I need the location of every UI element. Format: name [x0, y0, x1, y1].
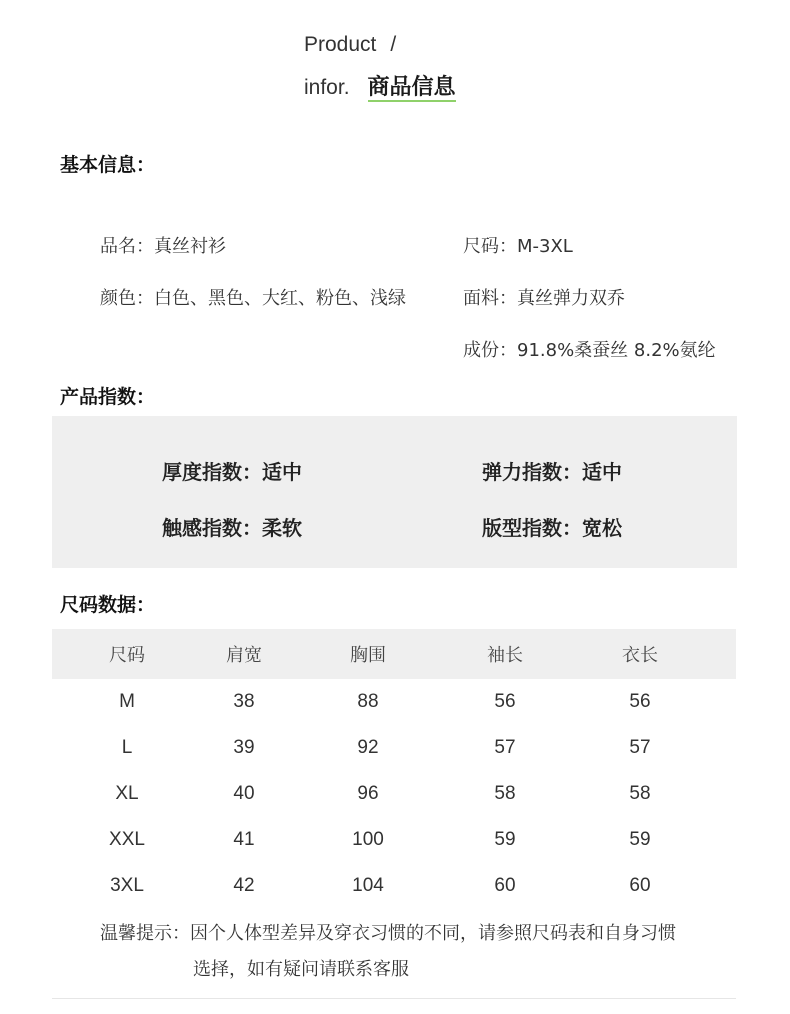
table-cell: 100 — [352, 829, 384, 850]
thickness-index: 厚度指数：适中 — [162, 460, 302, 484]
product-name: 品名：真丝衬衫 — [100, 236, 226, 257]
product-colors: 颜色：白色、黑色、大红、粉色、浅绿 — [100, 288, 406, 309]
table-row — [52, 863, 736, 909]
table-row — [52, 725, 736, 771]
warm-tip-line2: 选择，如有疑问请联系客服 — [193, 959, 409, 980]
product-index-panel — [52, 416, 737, 568]
size-data-heading: 尺码数据： — [60, 594, 156, 616]
header-english-line2 — [304, 72, 456, 103]
table-cell: 58 — [629, 783, 651, 804]
warm-tip — [100, 916, 750, 988]
fit-index: 版型指数：宽松 — [482, 516, 622, 540]
table-cell: 60 — [494, 875, 516, 896]
table-cell: 92 — [357, 737, 379, 758]
table-cell: 58 — [494, 783, 516, 804]
header-cell-length: 衣长 — [622, 645, 658, 666]
table-cell: 41 — [233, 829, 255, 850]
product-size-range: 尺码：M-3XL — [463, 236, 573, 257]
elasticity-index: 弹力指数：适中 — [482, 460, 622, 484]
table-cell: 39 — [233, 737, 255, 758]
warm-tip-line1: 温馨提示：因个人体型差异及穿衣习惯的不同，请参照尺码表和自身习惯 — [100, 923, 676, 944]
table-cell: 96 — [357, 783, 379, 804]
table-cell: XXL — [109, 829, 145, 850]
header-cell-size: 尺码 — [109, 645, 145, 666]
header-english-line1 — [304, 30, 456, 60]
table-cell: 104 — [352, 875, 384, 896]
table-cell: 42 — [233, 875, 255, 896]
header-cell-shoulder: 肩宽 — [226, 645, 262, 666]
table-cell: 57 — [494, 737, 516, 758]
table-cell: L — [121, 737, 133, 758]
product-header — [304, 30, 456, 103]
table-cell: 59 — [629, 829, 651, 850]
size-table-header — [52, 629, 736, 679]
table-cell: 56 — [494, 691, 516, 712]
table-cell: M — [119, 691, 135, 712]
basic-info-heading: 基本信息： — [60, 154, 156, 176]
table-cell: 59 — [494, 829, 516, 850]
table-row — [52, 771, 736, 817]
table-row — [52, 817, 736, 863]
table-cell: 40 — [233, 783, 255, 804]
header-infor-text: infor. — [304, 76, 350, 99]
product-fabric: 面料：真丝弹力双乔 — [463, 288, 625, 309]
feel-index: 触感指数：柔软 — [162, 516, 302, 540]
header-product-text: Product — [304, 33, 377, 56]
table-cell: 3XL — [110, 875, 144, 896]
table-cell: 57 — [629, 737, 651, 758]
table-cell: 60 — [629, 875, 651, 896]
table-cell: XL — [115, 783, 139, 804]
size-table — [52, 629, 736, 909]
table-cell: 88 — [357, 691, 379, 712]
header-slash: / — [390, 33, 397, 56]
product-composition: 成份：91.8%桑蚕丝 8.2%氨纶 — [463, 340, 716, 361]
product-index-heading: 产品指数： — [60, 386, 156, 408]
header-chinese-title: 商品信息 — [368, 74, 456, 102]
bottom-divider — [52, 998, 736, 999]
table-cell: 38 — [233, 691, 255, 712]
header-cell-sleeve: 袖长 — [487, 645, 523, 666]
header-cell-chest: 胸围 — [350, 645, 386, 666]
table-row — [52, 679, 736, 725]
table-cell: 56 — [629, 691, 651, 712]
